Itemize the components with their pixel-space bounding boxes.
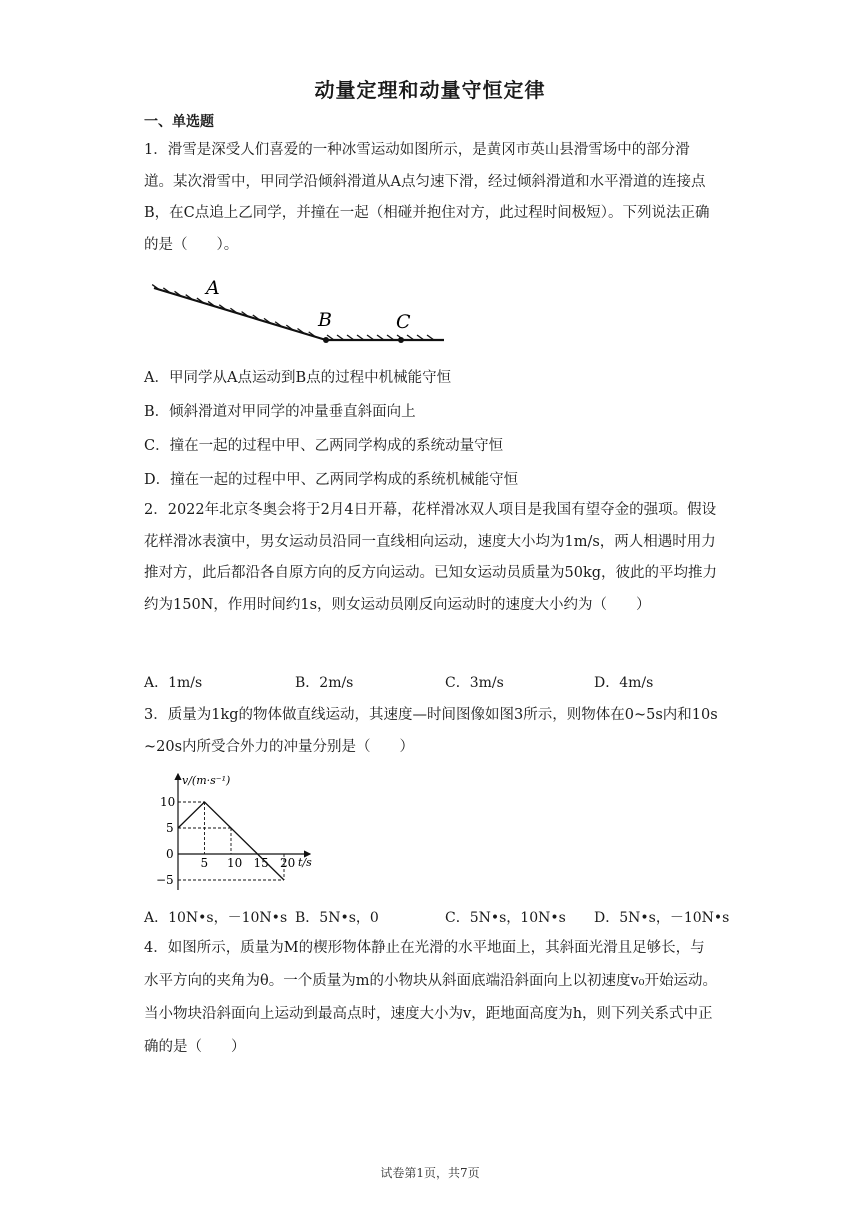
- point-a-label: A: [206, 277, 220, 299]
- page-footer: 试卷第1页，共7页: [380, 1166, 480, 1180]
- x-axis-label: t/s: [298, 856, 312, 869]
- question-1-text: 1．滑雪是深受人们喜爱的一种冰雪运动如图所示，是黄冈市英山县滑雪场中的部分滑道。某次滑雪中，甲同学沿倾斜滑道从A点匀速下滑，经过倾斜滑道和水平滑道的连接点B，在C点追上乙同学，并撞在一起（相碰并抱住对方，此过程时间极短）。下列说法正确的是（ ）。: [144, 142, 710, 253]
- y-tick-label: 10: [160, 795, 176, 809]
- slope-figure: [150, 272, 450, 348]
- x-tick-label: 5: [200, 856, 209, 870]
- q2-option-d: D．4m/s: [594, 675, 654, 691]
- document-title: 动量定理和动量守恒定律: [314, 78, 546, 102]
- q1-option-c: C．撞在一起的过程中甲、乙两同学构成的系统动量守恒: [144, 438, 504, 454]
- q2-option-a: A．1m/s: [144, 675, 203, 691]
- velocity-time-chart: [150, 766, 330, 896]
- question-2-text: 2．2022年北京冬奥会将于2月4日开幕，花样滑冰双人项目是我国有望夺金的强项。假设花样滑冰表演中，男女运动员沿同一直线相向运动，速度大小均为1m/s，两人相遇时用力推对方，此后都沿各自原方向的反方向运动。已知女运动员质量为50kg，彼此的平均推力约为150N，作用时间约1s，则女运动员刚反向运动时的速度大小约为（ ）: [144, 502, 718, 613]
- point-c-label: C: [396, 311, 411, 333]
- q1-option-b: B．倾斜滑道对甲同学的冲量垂直斜面向上: [144, 404, 416, 420]
- y-tick-label: −5: [156, 873, 174, 887]
- q2-option-c: C．3m/s: [445, 675, 504, 691]
- question-3-text: 3．质量为1kg的物体做直线运动，其速度—时间图像如图3所示，则物体在0~5s内和10s~20s内所受合外力的冲量分别是（ ）: [144, 707, 718, 755]
- y-axis-label: v/(m·s⁻¹): [182, 774, 231, 787]
- x-tick-label: 20: [280, 856, 296, 870]
- q2-option-b: B．2m/s: [295, 675, 354, 691]
- q3-option-a: A．10N•s，－10N•s: [144, 910, 288, 926]
- question-4-text: 4．如图所示，质量为M的楔形物体静止在光滑的水平地面上，其斜面光滑且足够长，与水平方向的夹角为θ。一个质量为m的小物块从斜面底端沿斜面向上以初速度v₀开始运动。当小物块沿斜面向上运动到最高点时，速度大小为v，距地面高度为h，则下列关系式中正确的是（ ）: [144, 940, 717, 1055]
- q1-option-a: A．甲同学从A点运动到B点的过程中机械能守恒: [144, 370, 452, 386]
- q3-option-b: B．5N•s，0: [295, 910, 379, 926]
- y-tick-label: 5: [166, 821, 174, 835]
- x-tick-label: 15: [253, 856, 269, 870]
- section-heading: 一、单选题: [144, 114, 214, 130]
- q3-option-d: D．5N•s，－10N•s: [594, 910, 730, 926]
- y-tick-label: 0: [166, 847, 174, 861]
- x-tick-label: 10: [227, 856, 243, 870]
- q1-option-d: D．撞在一起的过程中甲、乙两同学构成的系统机械能守恒: [144, 472, 519, 488]
- q3-option-c: C．5N•s，10N•s: [445, 910, 566, 926]
- point-b-label: B: [318, 309, 332, 331]
